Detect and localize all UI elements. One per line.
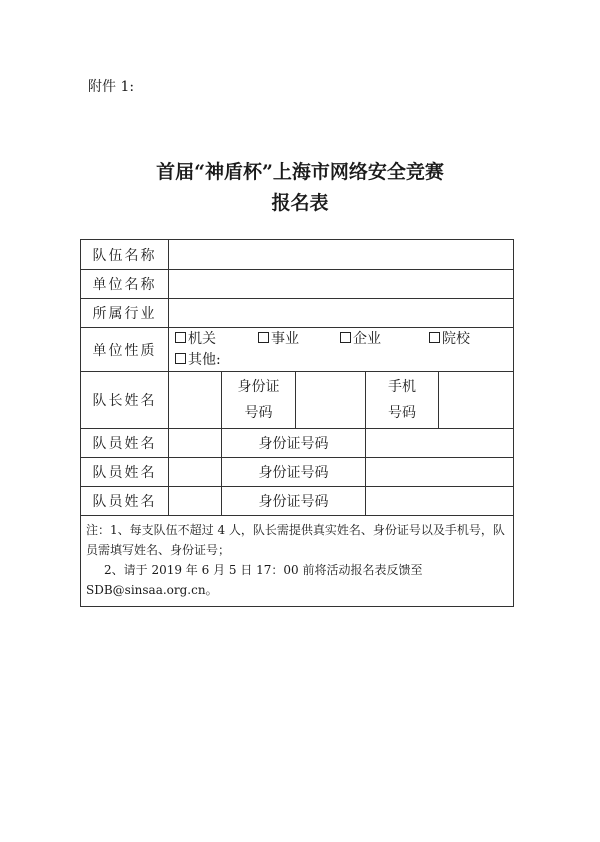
industry-label: 所属行业 <box>81 299 169 328</box>
unit-name-label: 单位名称 <box>81 270 169 299</box>
page-title: 首届“神盾杯”上海市网络安全竞赛 <box>156 161 444 183</box>
team-name-label: 队伍名称 <box>81 240 169 270</box>
captain-phone-field[interactable] <box>439 372 514 429</box>
note-1: 注：1、每支队伍不超过 4 人，队长需提供真实姓名、身份证号以及手机号，队员需填写姓名、身份证号； <box>86 523 505 557</box>
option-government[interactable]: 机关 <box>175 329 258 350</box>
attachment-label: 附件 1: <box>88 79 135 95</box>
team-name-field[interactable] <box>169 240 514 270</box>
captain-id-field[interactable] <box>296 372 366 429</box>
member-name-label: 队员姓名 <box>81 487 169 516</box>
member-name-field[interactable] <box>169 429 222 458</box>
option-enterprise[interactable]: 企业 <box>340 329 429 350</box>
captain-id-label: 身份证 号码 <box>222 372 296 429</box>
checkbox-icon[interactable] <box>175 353 186 364</box>
member-name-label: 队员姓名 <box>81 429 169 458</box>
page-subtitle: 报名表 <box>271 192 329 214</box>
member-id-label: 身份证号码 <box>222 458 366 487</box>
captain-name-label: 队长姓名 <box>81 372 169 429</box>
captain-phone-label: 手机 号码 <box>366 372 439 429</box>
registration-form-table <box>80 239 514 607</box>
option-institution[interactable]: 事业 <box>258 329 340 350</box>
member-name-label: 队员姓名 <box>81 458 169 487</box>
member-name-field[interactable] <box>169 458 222 487</box>
unit-type-label: 单位性质 <box>81 328 169 372</box>
member-id-field[interactable] <box>366 429 514 458</box>
member-id-field[interactable] <box>366 487 514 516</box>
notes-cell <box>81 516 514 607</box>
member-name-field[interactable] <box>169 487 222 516</box>
member-id-label: 身份证号码 <box>222 429 366 458</box>
checkbox-icon[interactable] <box>258 332 269 343</box>
member-id-label: 身份证号码 <box>222 487 366 516</box>
note-2: 2、请于 2019 年 6 月 5 日 17：00 前将活动报名表反馈至 SDB@sinsaa.org.cn。 <box>86 563 423 597</box>
option-school[interactable]: 院校 <box>429 329 470 350</box>
industry-field[interactable] <box>169 299 514 328</box>
checkbox-icon[interactable] <box>175 332 186 343</box>
unit-name-field[interactable] <box>169 270 514 299</box>
checkbox-icon[interactable] <box>340 332 351 343</box>
checkbox-icon[interactable] <box>429 332 440 343</box>
member-id-field[interactable] <box>366 458 514 487</box>
captain-name-field[interactable] <box>169 372 222 429</box>
option-other[interactable]: 其他: <box>175 350 221 371</box>
unit-type-options <box>169 328 514 372</box>
